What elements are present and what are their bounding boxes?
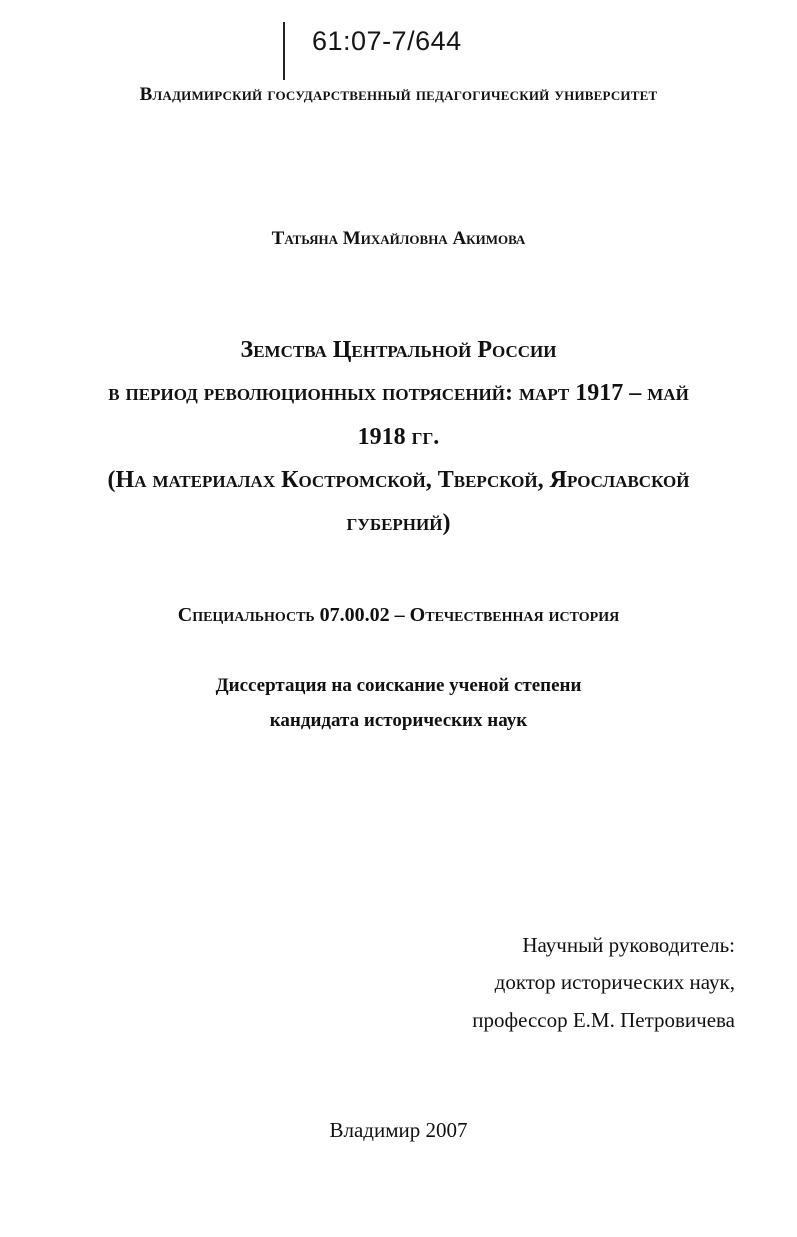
specialty: Специальность 07.00.02 – Отечественная история <box>177 604 620 626</box>
dissertation-line-2: кандидата исторических наук <box>269 710 528 731</box>
university-name: Владимирский государственный педагогический университет <box>139 84 658 105</box>
supervisor-degree: доктор исторических наук, <box>494 970 735 994</box>
author-name: Татьяна Михайловна Акимова <box>271 228 526 249</box>
stamp-divider <box>283 22 285 80</box>
title-line-5: губерний) <box>346 510 451 536</box>
dissertation-line-1: Диссертация на соискание ученой степени <box>215 675 582 696</box>
library-stamp-code: 61:07-7/644 <box>312 26 462 56</box>
title-line-3: 1918 гг. <box>357 424 440 450</box>
place-and-year: Владимир 2007 <box>329 1118 468 1142</box>
title-line-1: Земства Центральной России <box>240 337 557 363</box>
supervisor-label: Научный руководитель: <box>522 933 735 957</box>
title-line-2: в период революционных потрясений: март 1917 – май <box>108 380 689 406</box>
title-line-4: (На материалах Костромской, Тверской, Ярославской <box>107 467 690 493</box>
supervisor-name: профессор Е.М. Петровичева <box>472 1008 735 1032</box>
